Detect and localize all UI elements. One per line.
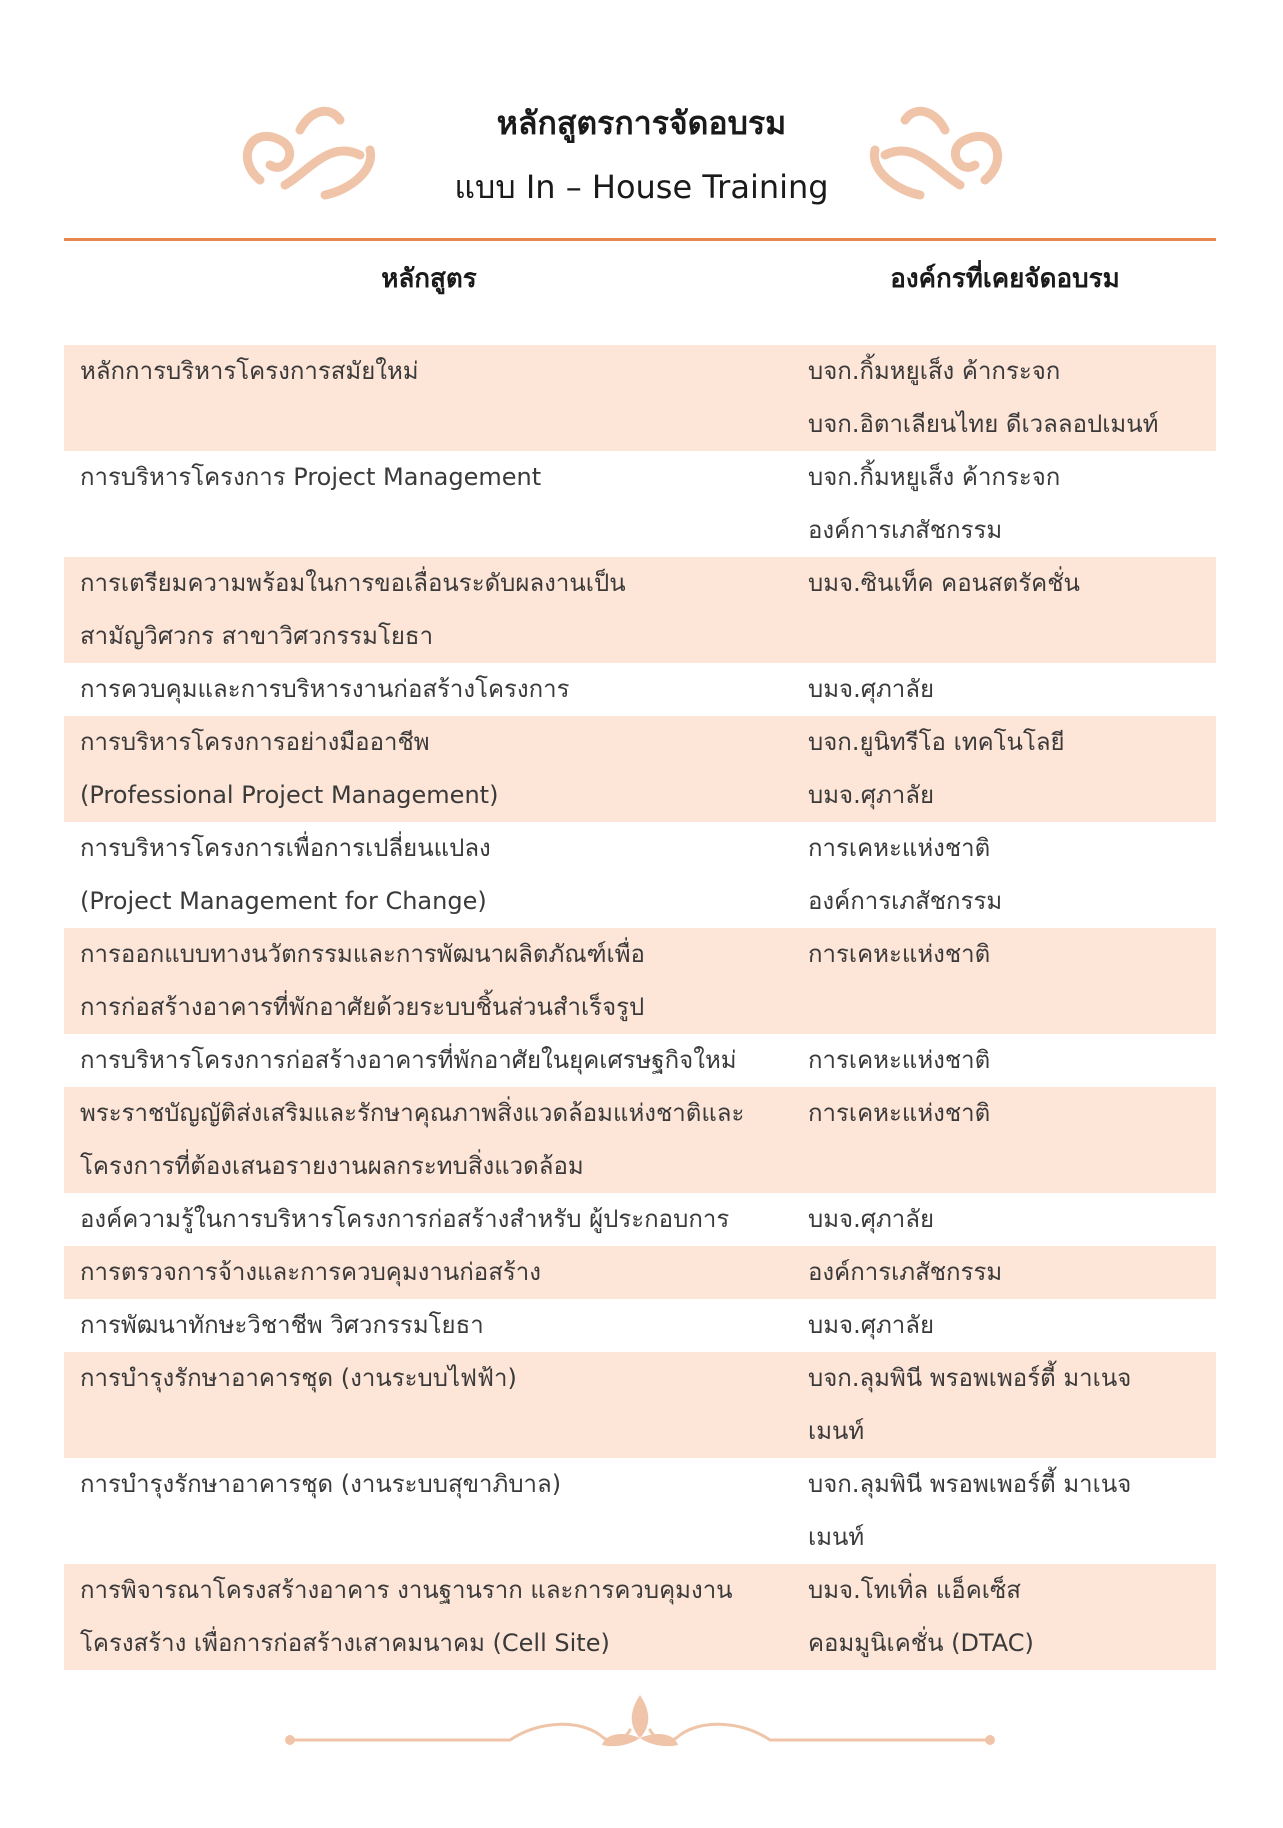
table-row bbox=[64, 716, 1216, 822]
course-table bbox=[64, 345, 1216, 1670]
organization-name-line: เมนท์ bbox=[808, 1523, 865, 1551]
course-name-line: โครงการที่ต้องเสนอรายงานผลกระทบสิ่งแวดล้อม bbox=[80, 1152, 584, 1180]
table-row bbox=[64, 1087, 1216, 1193]
organization-cell bbox=[808, 822, 1208, 928]
column-header-course: หลักสูตร bbox=[381, 264, 477, 294]
table-row bbox=[64, 451, 1216, 557]
course-name-line: โครงสร้าง เพื่อการก่อสร้างเสาคมนาคม (Cell Site) bbox=[80, 1629, 610, 1657]
organization-name-line: การเคหะแห่งชาติ bbox=[808, 1046, 991, 1074]
organization-name-line: องค์การเภสัชกรรม bbox=[808, 516, 1003, 544]
course-cell bbox=[80, 928, 810, 1034]
organization-cell bbox=[808, 1087, 1208, 1140]
organization-name-line: บจก.ลุมพินี พรอพเพอร์ตี้ มาเนจ bbox=[808, 1364, 1132, 1392]
table-row bbox=[64, 345, 1216, 451]
course-cell bbox=[80, 1458, 810, 1511]
course-cell bbox=[80, 451, 810, 504]
organization-cell bbox=[808, 1564, 1208, 1670]
course-cell bbox=[80, 1299, 810, 1352]
organization-name-line: องค์การเภสัชกรรม bbox=[808, 887, 1003, 915]
organization-name-line: บจก.กิ้มหยูเส็ง ค้ากระจก bbox=[808, 463, 1061, 491]
course-name-line: การบริหารโครงการอย่างมืออาชีพ bbox=[80, 728, 430, 756]
table-row bbox=[64, 663, 1216, 716]
course-name-line: พระราชบัญญัติส่งเสริมและรักษาคุณภาพสิ่งแวดล้อมแห่งชาติและ bbox=[80, 1099, 745, 1127]
page-subtitle: แบบ In – House Training bbox=[454, 168, 829, 206]
page-title: หลักสูตรการจัดอบรม bbox=[496, 104, 787, 142]
course-name-line: การบริหารโครงการก่อสร้างอาคารที่พักอาศัยในยุคเศรษฐกิจใหม่ bbox=[80, 1046, 737, 1074]
course-name-line: การก่อสร้างอาคารที่พักอาศัยด้วยระบบชิ้นส่วนสำเร็จรูป bbox=[80, 993, 645, 1021]
course-name-line: สามัญวิศวกร สาขาวิศวกรรมโยธา bbox=[80, 622, 434, 650]
table-row bbox=[64, 557, 1216, 663]
ornament-right-icon bbox=[855, 100, 1015, 210]
table-row bbox=[64, 928, 1216, 1034]
organization-cell bbox=[808, 716, 1208, 822]
organization-cell bbox=[808, 557, 1208, 610]
table-row bbox=[64, 1246, 1216, 1299]
course-name-line: การตรวจการจ้างและการควบคุมงานก่อสร้าง bbox=[80, 1258, 541, 1286]
organization-name-line: บมจ.ซินเท็ค คอนสตรัคชั่น bbox=[808, 569, 1080, 597]
organization-name-line: การเคหะแห่งชาติ bbox=[808, 834, 991, 862]
course-name-line: หลักการบริหารโครงการสมัยใหม่ bbox=[80, 357, 419, 385]
course-name-line: องค์ความรู้ในการบริหารโครงการก่อสร้างสำหรับ ผู้ประกอบการ bbox=[80, 1205, 730, 1233]
organization-name-line: บมจ.ศุภาลัย bbox=[808, 781, 935, 809]
course-name-line: การบำรุงรักษาอาคารชุด (งานระบบไฟฟ้า) bbox=[80, 1364, 517, 1392]
organization-name-line: เมนท์ bbox=[808, 1417, 865, 1445]
organization-name-line: บมจ.โทเทิ่ล แอ็คเซ็ส bbox=[808, 1576, 1021, 1604]
course-cell bbox=[80, 716, 810, 822]
table-row bbox=[64, 1564, 1216, 1670]
organization-name-line: บจก.กิ้มหยูเส็ง ค้ากระจก bbox=[808, 357, 1061, 385]
course-cell bbox=[80, 1193, 810, 1246]
organization-name-line: บจก.ยูนิทรีโอ เทคโนโลยี bbox=[808, 728, 1065, 756]
organization-cell bbox=[808, 451, 1208, 557]
organization-cell bbox=[808, 345, 1208, 451]
organization-name-line: บมจ.ศุภาลัย bbox=[808, 1311, 935, 1339]
course-name-line: (Project Management for Change) bbox=[80, 887, 487, 915]
course-cell bbox=[80, 1564, 810, 1670]
organization-name-line: การเคหะแห่งชาติ bbox=[808, 1099, 991, 1127]
organization-name-line: บจก.อิตาเลียนไทย ดีเวลลอปเมนท์ bbox=[808, 410, 1159, 438]
course-cell bbox=[80, 1352, 810, 1405]
organization-name-line: บมจ.ศุภาลัย bbox=[808, 675, 935, 703]
course-cell bbox=[80, 663, 810, 716]
table-row bbox=[64, 1299, 1216, 1352]
column-header-organization: องค์กรที่เคยจัดอบรม bbox=[890, 264, 1120, 294]
course-cell bbox=[80, 1087, 810, 1193]
header-divider bbox=[64, 238, 1216, 241]
course-name-line: การพิจารณาโครงสร้างอาคาร งานฐานราก และการควบคุมงาน bbox=[80, 1576, 733, 1604]
course-name-line: การบำรุงรักษาอาคารชุด (งานระบบสุขาภิบาล) bbox=[80, 1470, 562, 1498]
organization-name-line: บจก.ลุมพินี พรอพเพอร์ตี้ มาเนจ bbox=[808, 1470, 1132, 1498]
table-row bbox=[64, 822, 1216, 928]
organization-name-line: คอมมูนิเคชั่น (DTAC) bbox=[808, 1629, 1034, 1657]
organization-cell bbox=[808, 928, 1208, 981]
course-cell bbox=[80, 1246, 810, 1299]
course-name-line: การบริหารโครงการเพื่อการเปลี่ยนแปลง bbox=[80, 834, 491, 862]
organization-name-line: การเคหะแห่งชาติ bbox=[808, 940, 991, 968]
course-name-line: (Professional Project Management) bbox=[80, 781, 499, 809]
table-row bbox=[64, 1193, 1216, 1246]
course-name-line: การเตรียมความพร้อมในการขอเลื่อนระดับผลงานเป็น bbox=[80, 569, 626, 597]
course-name-line: การพัฒนาทักษะวิชาชีพ วิศวกรรมโยธา bbox=[80, 1311, 484, 1339]
organization-cell bbox=[808, 663, 1208, 716]
course-cell bbox=[80, 345, 810, 398]
table-row bbox=[64, 1352, 1216, 1458]
course-cell bbox=[80, 557, 810, 663]
course-cell bbox=[80, 1034, 810, 1087]
organization-cell bbox=[808, 1352, 1208, 1458]
page-header bbox=[0, 90, 1283, 220]
table-row bbox=[64, 1458, 1216, 1564]
organization-name-line: บมจ.ศุภาลัย bbox=[808, 1205, 935, 1233]
organization-cell bbox=[808, 1034, 1208, 1087]
course-cell bbox=[80, 822, 810, 928]
course-name-line: การบริหารโครงการ Project Management bbox=[80, 463, 542, 491]
footer-ornament-icon bbox=[280, 1690, 1000, 1770]
course-name-line: การควบคุมและการบริหารงานก่อสร้างโครงการ bbox=[80, 675, 570, 703]
organization-cell bbox=[808, 1299, 1208, 1352]
organization-cell bbox=[808, 1193, 1208, 1246]
organization-cell bbox=[808, 1458, 1208, 1564]
course-name-line: การออกแบบทางนวัตกรรมและการพัฒนาผลิตภัณฑ์เพื่อ bbox=[80, 940, 645, 968]
organization-name-line: องค์การเภสัชกรรม bbox=[808, 1258, 1003, 1286]
table-header bbox=[64, 258, 1216, 298]
organization-cell bbox=[808, 1246, 1208, 1299]
table-row bbox=[64, 1034, 1216, 1087]
